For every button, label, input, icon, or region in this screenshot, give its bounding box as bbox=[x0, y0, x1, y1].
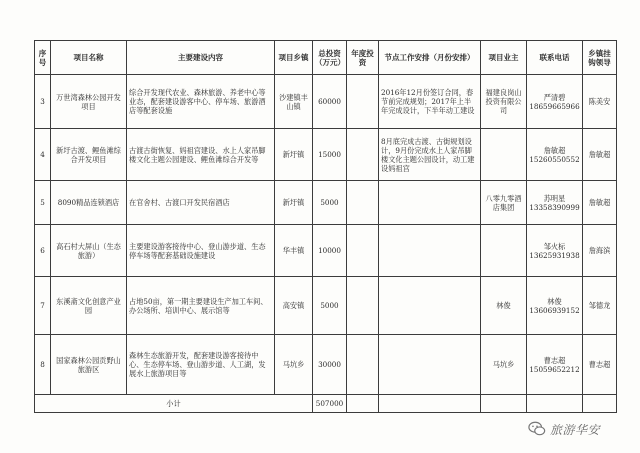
cell-content: 占地50亩，第一期主要建设生产加工车间、办公场所、培训中心、展示馆等 bbox=[127, 277, 275, 335]
cell-content: 主要建设游客接待中心、登山游步道、生态停车场等配套基础设施建设 bbox=[127, 225, 275, 277]
subtotal-row bbox=[35, 395, 617, 413]
cell-no: 5 bbox=[35, 181, 51, 225]
cell-name: 高石村大屏山（生态旅游） bbox=[51, 225, 127, 277]
subtotal-label: 小计 bbox=[35, 395, 313, 413]
table-row bbox=[35, 129, 617, 181]
header-schedule: 节点工作安排（月份安排） bbox=[379, 41, 481, 75]
cell-schedule bbox=[379, 225, 481, 277]
table-row bbox=[35, 75, 617, 129]
cell-no: 6 bbox=[35, 225, 51, 277]
cell-total: 5000 bbox=[313, 277, 347, 335]
cell-town: 马坑乡 bbox=[275, 335, 313, 395]
empty-cell bbox=[527, 395, 583, 413]
header-annual: 年度投资 bbox=[347, 41, 379, 75]
table-row bbox=[35, 277, 617, 335]
cell-name: 新圩古渡、鲤鱼滩综合开发项目 bbox=[51, 129, 127, 181]
cell-no: 7 bbox=[35, 277, 51, 335]
empty-cell bbox=[379, 395, 481, 413]
cell-town: 新圩镇 bbox=[275, 181, 313, 225]
header-owner: 项目业主 bbox=[481, 41, 527, 75]
header-no: 序号 bbox=[35, 41, 51, 75]
cell-owner: 林俊 bbox=[481, 277, 527, 335]
cell-no: 8 bbox=[35, 335, 51, 395]
table-row bbox=[35, 225, 617, 277]
header-town: 项目乡镇 bbox=[275, 41, 313, 75]
cell-leader: 曹志超 bbox=[583, 335, 617, 395]
cell-phone: 曹志超 15059652212 bbox=[527, 335, 583, 395]
empty-cell bbox=[481, 395, 527, 413]
table-row bbox=[35, 335, 617, 395]
cell-no: 3 bbox=[35, 75, 51, 129]
cell-leader: 邹德龙 bbox=[583, 277, 617, 335]
cell-schedule bbox=[379, 277, 481, 335]
cell-content: 古渡古街恢复、妈祖宫建设、水上人家吊脚楼文化主题公园建设、鲤鱼滩综合开发等 bbox=[127, 129, 275, 181]
project-table bbox=[34, 40, 617, 413]
empty-cell bbox=[583, 395, 617, 413]
cell-schedule: 2016年12月份签订合同，春节前完成规划；2017年上半年完成设计，下半年动工建设 bbox=[379, 75, 481, 129]
cell-phone: 林俊 13606939152 bbox=[527, 277, 583, 335]
header-content: 主要建设内容 bbox=[127, 41, 275, 75]
cell-annual bbox=[347, 335, 379, 395]
cell-content: 森林生态旅游开发，配套建设游客接待中心、生态停车场、登山游步道、人工湖，发展水上旅游项目等 bbox=[127, 335, 275, 395]
header-leader: 乡镇挂钩领导 bbox=[583, 41, 617, 75]
cell-phone: 邹火标 13625931938 bbox=[527, 225, 583, 277]
cell-name: 东溪斋文化创意产业园 bbox=[51, 277, 127, 335]
cell-schedule: 8月底完成古渡、古街规划设计，9月份完成水上人家吊脚楼文化主题公园设计，动工建设妈祖宫 bbox=[379, 129, 481, 181]
header-phone: 联系电话 bbox=[527, 41, 583, 75]
cell-phone: 詹敏超 15260550552 bbox=[527, 129, 583, 181]
cell-name: 万世湾森林公园开发项目 bbox=[51, 75, 127, 129]
cell-total: 60000 bbox=[313, 75, 347, 129]
cell-town: 华丰镇 bbox=[275, 225, 313, 277]
header-total: 总投资（万元） bbox=[313, 41, 347, 75]
watermark bbox=[528, 417, 638, 441]
cell-schedule bbox=[379, 181, 481, 225]
header-name: 项目名称 bbox=[51, 41, 127, 75]
cell-owner bbox=[481, 129, 527, 181]
cell-leader: 詹敏超 bbox=[583, 181, 617, 225]
cell-annual bbox=[347, 75, 379, 129]
cell-name: 国家森林公园贡野山旅游区 bbox=[51, 335, 127, 395]
cell-owner: 马坑乡 bbox=[481, 335, 527, 395]
cell-phone: 苏明星 13358390999 bbox=[527, 181, 583, 225]
cell-content: 综合开发现代农业、森林旅游、养老中心等业态，配套建设游客中心、停车场、旅游酒店等配套设施 bbox=[127, 75, 275, 129]
subtotal-value: 507000 bbox=[313, 395, 347, 413]
cell-schedule bbox=[379, 335, 481, 395]
cell-leader: 詹敏超 bbox=[583, 129, 617, 181]
cell-name: 8090精品连锁酒店 bbox=[51, 181, 127, 225]
cell-owner: 八零九零酒店集团 bbox=[481, 181, 527, 225]
cell-town: 沙建镇丰山镇 bbox=[275, 75, 313, 129]
cell-total: 15000 bbox=[313, 129, 347, 181]
cell-total: 5000 bbox=[313, 181, 347, 225]
empty-cell bbox=[347, 395, 379, 413]
cell-town: 新圩镇 bbox=[275, 129, 313, 181]
cell-phone: 严清碧 18659665966 bbox=[527, 75, 583, 129]
cell-annual bbox=[347, 129, 379, 181]
cell-annual bbox=[347, 277, 379, 335]
cell-leader: 詹海滨 bbox=[583, 225, 617, 277]
wechat-bubble-icon bbox=[528, 420, 546, 438]
cell-owner bbox=[481, 225, 527, 277]
cell-annual bbox=[347, 225, 379, 277]
watermark-text: 旅游华安 bbox=[550, 422, 601, 437]
cell-content: 在官舍村、古渡口开发民宿酒店 bbox=[127, 181, 275, 225]
table-row bbox=[35, 181, 617, 225]
table-header-row bbox=[35, 41, 617, 75]
cell-town: 高安镇 bbox=[275, 277, 313, 335]
cell-total: 30000 bbox=[313, 335, 347, 395]
cell-owner: 福建良岗山投资有限公司 bbox=[481, 75, 527, 129]
cell-leader: 陈美安 bbox=[583, 75, 617, 129]
cell-annual bbox=[347, 181, 379, 225]
cell-no: 4 bbox=[35, 129, 51, 181]
cell-total: 10000 bbox=[313, 225, 347, 277]
